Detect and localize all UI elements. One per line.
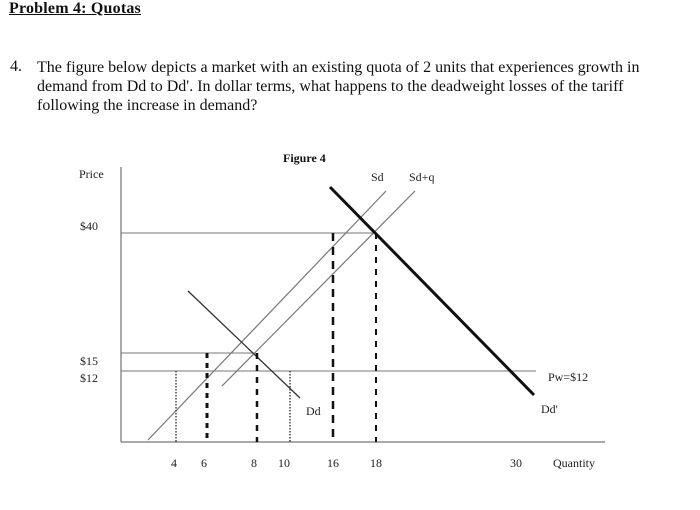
x-tick-10: 10	[278, 456, 290, 470]
label-dd: Dd	[306, 404, 321, 418]
x-tick-16: 16	[327, 456, 339, 470]
demand-curve-dd	[188, 291, 300, 398]
x-tick-18: 18	[370, 456, 382, 470]
label-sd-plus-q: Sd+q	[409, 170, 435, 184]
y-tick-15: $15	[80, 354, 98, 368]
question-line-1: The figure below depicts a market with an existing quota of 2 units that experiences growth in	[37, 59, 640, 76]
supply-plus-quota-curve	[222, 191, 415, 386]
x-tick-8: 8	[251, 456, 257, 470]
label-sd: Sd	[371, 170, 384, 184]
question-number: 4.	[10, 58, 22, 75]
question-line-2: demand from Dd to Dd'. In dollar terms, what happens to the deadweight losses of the tariff	[37, 78, 624, 95]
problem-heading: Problem 4: Quotas	[9, 0, 141, 17]
x-tick-4: 4	[171, 456, 177, 470]
x-tick-30: 30	[510, 456, 522, 470]
question-line-3: following the increase in demand?	[37, 97, 258, 114]
x-axis-label: Quantity	[553, 456, 595, 470]
y-tick-40: $40	[80, 219, 98, 233]
label-world-price: Pw=$12	[548, 370, 589, 384]
y-tick-12: $12	[80, 371, 98, 385]
label-dd-prime: Dd'	[541, 402, 558, 416]
supply-curve-sd	[148, 191, 386, 440]
y-axis-label: Price	[79, 167, 104, 181]
x-tick-6: 6	[201, 456, 207, 470]
chart-title: Figure 4	[283, 151, 326, 165]
demand-curve-dd-prime	[330, 187, 534, 395]
